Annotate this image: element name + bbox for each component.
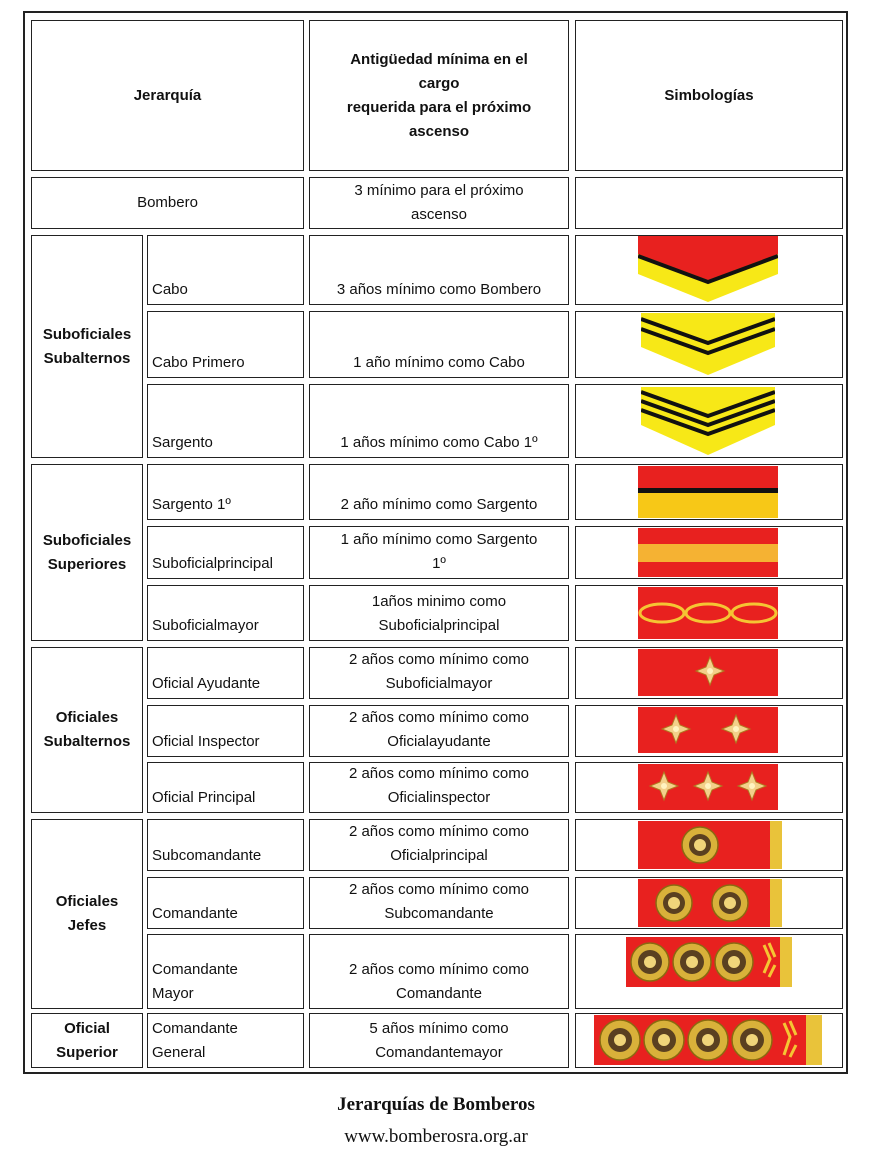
rank-cell: [147, 1013, 304, 1068]
group-label: Oficiales Subalternos: [43, 709, 131, 750]
three-medallions-icon: [626, 937, 792, 987]
seniority-cell: [309, 877, 569, 929]
symbol-cell: [575, 647, 843, 699]
seniority-cell: [309, 464, 569, 520]
gold-rings-icon: [638, 587, 778, 639]
seniority-cell: [309, 762, 569, 813]
chevron-three-stripes-icon: [641, 387, 775, 455]
rank-cell: [147, 585, 304, 641]
two-medallions-icon: [638, 879, 782, 927]
chevron-one-stripe-icon: [638, 236, 778, 302]
caption-title: Jerarquías de Bomberos: [337, 1094, 535, 1115]
rank-cell: [147, 526, 304, 579]
gold-band-icon: [638, 528, 778, 577]
rank-cell: [147, 311, 304, 378]
seniority-label: 2 años como mínimo como Subcomandante: [348, 881, 530, 922]
group-label: Suboficiales Superiores: [42, 531, 132, 573]
group-label: Suboficiales Subalternos: [42, 325, 132, 367]
seniority-label: 1 año mínimo como Sargento 1º: [340, 531, 538, 572]
seniority-label: 2 años como mínimo como Comandante: [348, 961, 530, 1002]
rank-cell: [147, 934, 304, 1009]
rank-label: Oficial Ayudante: [152, 675, 261, 692]
symbol-cell: [575, 1013, 843, 1068]
rank-label: Cabo Primero: [152, 354, 245, 371]
seniority-label: 5 años mínimo como Comandantemayor: [369, 1020, 509, 1061]
bombero-seniority: 3 mínimo para el próximo ascenso: [354, 182, 524, 223]
symbol-cell: [575, 526, 843, 579]
seniority-label: 1 año mínimo como Cabo: [353, 354, 525, 371]
rank-label: Suboficialmayor: [152, 617, 259, 634]
seniority-label: 2 años como mínimo como Oficialinspector: [348, 765, 530, 806]
rank-cell: [147, 384, 304, 458]
one-star-icon: [638, 649, 778, 696]
bombero-rank: Bombero: [137, 194, 198, 211]
rank-cell: [147, 877, 304, 929]
three-stars-icon: [638, 764, 778, 810]
seniority-label: 2 años como mínimo como Oficialayudante: [348, 709, 530, 750]
rank-label: Comandante General: [152, 1020, 238, 1061]
rank-cell: [147, 762, 304, 813]
rank-label: Subcomandante: [152, 847, 262, 864]
symbol-cell: [575, 235, 843, 305]
chevron-two-stripes-icon: [641, 313, 775, 375]
group-label: Oficiales Jefes: [55, 893, 119, 934]
rank-label: Sargento 1º: [152, 496, 231, 513]
rank-label: Oficial Principal: [152, 789, 256, 806]
group-suboficiales-superiores: [31, 464, 143, 641]
symbol-cell: [575, 705, 843, 757]
rank-label: Comandante: [152, 905, 238, 922]
symbol-cell: [575, 384, 843, 458]
seniority-label: 2 año mínimo como Sargento: [340, 496, 538, 513]
symbol-cell: [575, 934, 843, 1009]
seniority-cell: [309, 235, 569, 305]
rank-label: Sargento: [152, 434, 213, 451]
bombero-symbol-cell: [575, 177, 843, 229]
two-stars-icon: [638, 707, 778, 753]
four-medallions-icon: [594, 1015, 822, 1065]
rank-cell: [147, 464, 304, 520]
seniority-label: 3 años mínimo como Bombero: [336, 281, 542, 298]
rank-cell: [147, 235, 304, 305]
seniority-cell: [309, 311, 569, 378]
seniority-label: 2 años como mínimo como Oficialprincipal: [348, 823, 530, 864]
symbol-cell: [575, 585, 843, 641]
rank-label: Comandante Mayor: [152, 961, 238, 1002]
bar-stripe-icon: [638, 466, 778, 518]
symbol-cell: [575, 464, 843, 520]
symbol-cell: [575, 877, 843, 929]
rank-cell: [147, 705, 304, 757]
one-medallion-icon: [638, 821, 782, 869]
group-oficiales-jefes: [31, 819, 143, 1009]
header-rank: [31, 20, 304, 171]
header-seniority: [309, 20, 569, 171]
header-symbols: [575, 20, 843, 171]
seniority-label: 1años minimo como Suboficialprincipal: [371, 593, 507, 634]
seniority-cell: [309, 705, 569, 757]
seniority-cell: [309, 934, 569, 1009]
symbol-cell: [575, 311, 843, 378]
header-seniority-label: Antigüedad mínima en el cargo requerida para el próximo ascenso: [346, 50, 532, 140]
caption-url: www.bomberosra.org.ar: [344, 1126, 528, 1147]
seniority-cell: [309, 384, 569, 458]
rank-cell: [147, 647, 304, 699]
rank-cell: [147, 819, 304, 871]
group-label: Oficial Superior: [56, 1019, 118, 1061]
symbol-cell: [575, 819, 843, 871]
bombero-rank-cell: [31, 177, 304, 229]
header-symbols-label: Simbologías: [664, 86, 754, 104]
bombero-seniority-cell: [309, 177, 569, 229]
seniority-cell: [309, 526, 569, 579]
group-oficial-superior: [31, 1013, 143, 1068]
seniority-label: 1 años mínimo como Cabo 1º: [340, 434, 538, 451]
seniority-cell: [309, 1013, 569, 1068]
rank-label: Cabo: [152, 281, 188, 298]
seniority-cell: [309, 647, 569, 699]
seniority-cell: [309, 819, 569, 871]
rank-label: Suboficialprincipal: [152, 555, 273, 572]
seniority-cell: [309, 585, 569, 641]
header-rank-label: Jerarquía: [133, 86, 202, 104]
group-oficiales-subalternos: [31, 647, 143, 813]
rank-label: Oficial Inspector: [152, 733, 260, 750]
symbol-cell: [575, 762, 843, 813]
seniority-label: 2 años como mínimo como Suboficialmayor: [348, 651, 530, 692]
group-suboficiales-subalternos: [31, 235, 143, 458]
